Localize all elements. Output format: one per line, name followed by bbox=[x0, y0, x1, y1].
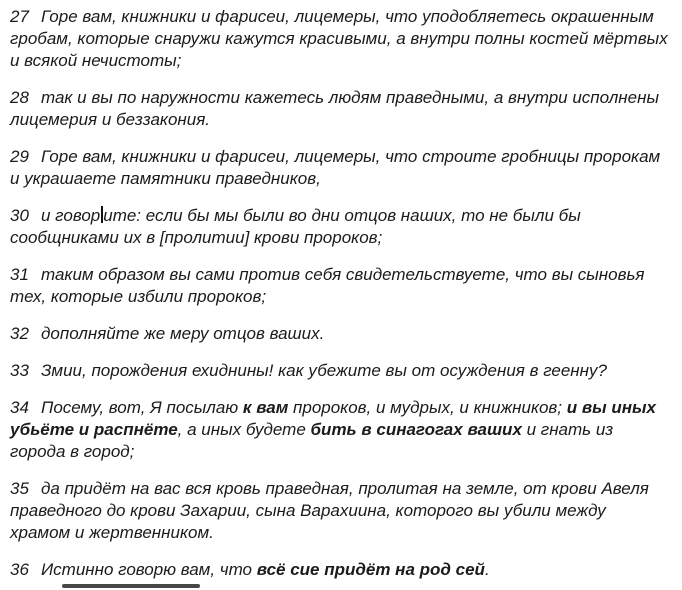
verse-number: 30 bbox=[10, 206, 29, 225]
verse-28 bbox=[10, 87, 668, 131]
verse-number: 35 bbox=[10, 479, 29, 498]
verse-number: 28 bbox=[10, 88, 29, 107]
verse-text: таким образом вы сами против себя свидетельствуете, что вы сыновья тех, которые избили пророков; bbox=[10, 265, 645, 306]
verse-text: ите: если бы мы были во дни отцов наших, то не были бы сообщниками их в [пролитии] крови пророков; bbox=[10, 206, 581, 247]
verse-number: 29 bbox=[10, 147, 29, 166]
emphasized-verse-text: к вам bbox=[242, 398, 289, 417]
horizontal-scrollbar-thumb[interactable] bbox=[62, 584, 200, 588]
verse-text: Горе вам, книжники и фарисеи, лицемеры, что уподобляетесь окрашенным гробам, которые снаружи кажутся красивыми, а внутри полны костей мёртвых и всякой нечистоты; bbox=[10, 7, 668, 70]
verse-text: Истинно говорю вам, что bbox=[41, 560, 257, 579]
verse-text: и говор bbox=[41, 206, 101, 225]
verse-text: и гнать из города в город; bbox=[10, 420, 614, 461]
verse-35 bbox=[10, 478, 668, 544]
emphasized-verse-text: и вы иных убьёте и распнёте bbox=[10, 398, 656, 439]
verse-number: 33 bbox=[10, 361, 29, 380]
verse-text: так и вы по наружности кажетесь людям праведными, а внутри исполнены лицемерия и беззакония. bbox=[10, 88, 659, 129]
verse-36 bbox=[10, 559, 668, 581]
verse-number: 31 bbox=[10, 265, 29, 284]
verse-27 bbox=[10, 6, 668, 72]
verse-text: Посему, вот, Я посылаю bbox=[41, 398, 243, 417]
verses-container bbox=[10, 6, 668, 581]
verse-text: , а иных будете bbox=[177, 420, 311, 439]
verse-text: да придёт на вас вся кровь праведная, пролитая на земле, от крови Авеля праведного до крови Захарии, сына Варахиина, которого вы убили между храмом и жертвенником. bbox=[10, 479, 649, 542]
verse-number: 34 bbox=[10, 398, 29, 417]
verse-text: пророков, и мудрых, и книжников; bbox=[288, 398, 567, 417]
verse-34 bbox=[10, 397, 668, 463]
verse-number: 32 bbox=[10, 324, 29, 343]
verse-29 bbox=[10, 146, 668, 190]
verse-number: 27 bbox=[10, 7, 29, 26]
emphasized-verse-text: бить в синагогах ваших bbox=[310, 420, 522, 439]
verse-text: Змии, порождения ехиднины! как убежите вы от осуждения в геенну? bbox=[41, 361, 607, 380]
verse-32 bbox=[10, 323, 668, 345]
verse-30 bbox=[10, 205, 668, 249]
verse-number: 36 bbox=[10, 560, 29, 579]
verse-text: . bbox=[484, 560, 490, 579]
verse-31 bbox=[10, 264, 668, 308]
emphasized-verse-text: всё сие придёт на род сей bbox=[256, 560, 485, 579]
verse-text: дополняйте же меру отцов ваших. bbox=[41, 324, 325, 343]
verse-text: Горе вам, книжники и фарисеи, лицемеры, что строите гробницы пророкам и украшаете памятники праведников, bbox=[10, 147, 661, 188]
verse-33 bbox=[10, 360, 668, 382]
